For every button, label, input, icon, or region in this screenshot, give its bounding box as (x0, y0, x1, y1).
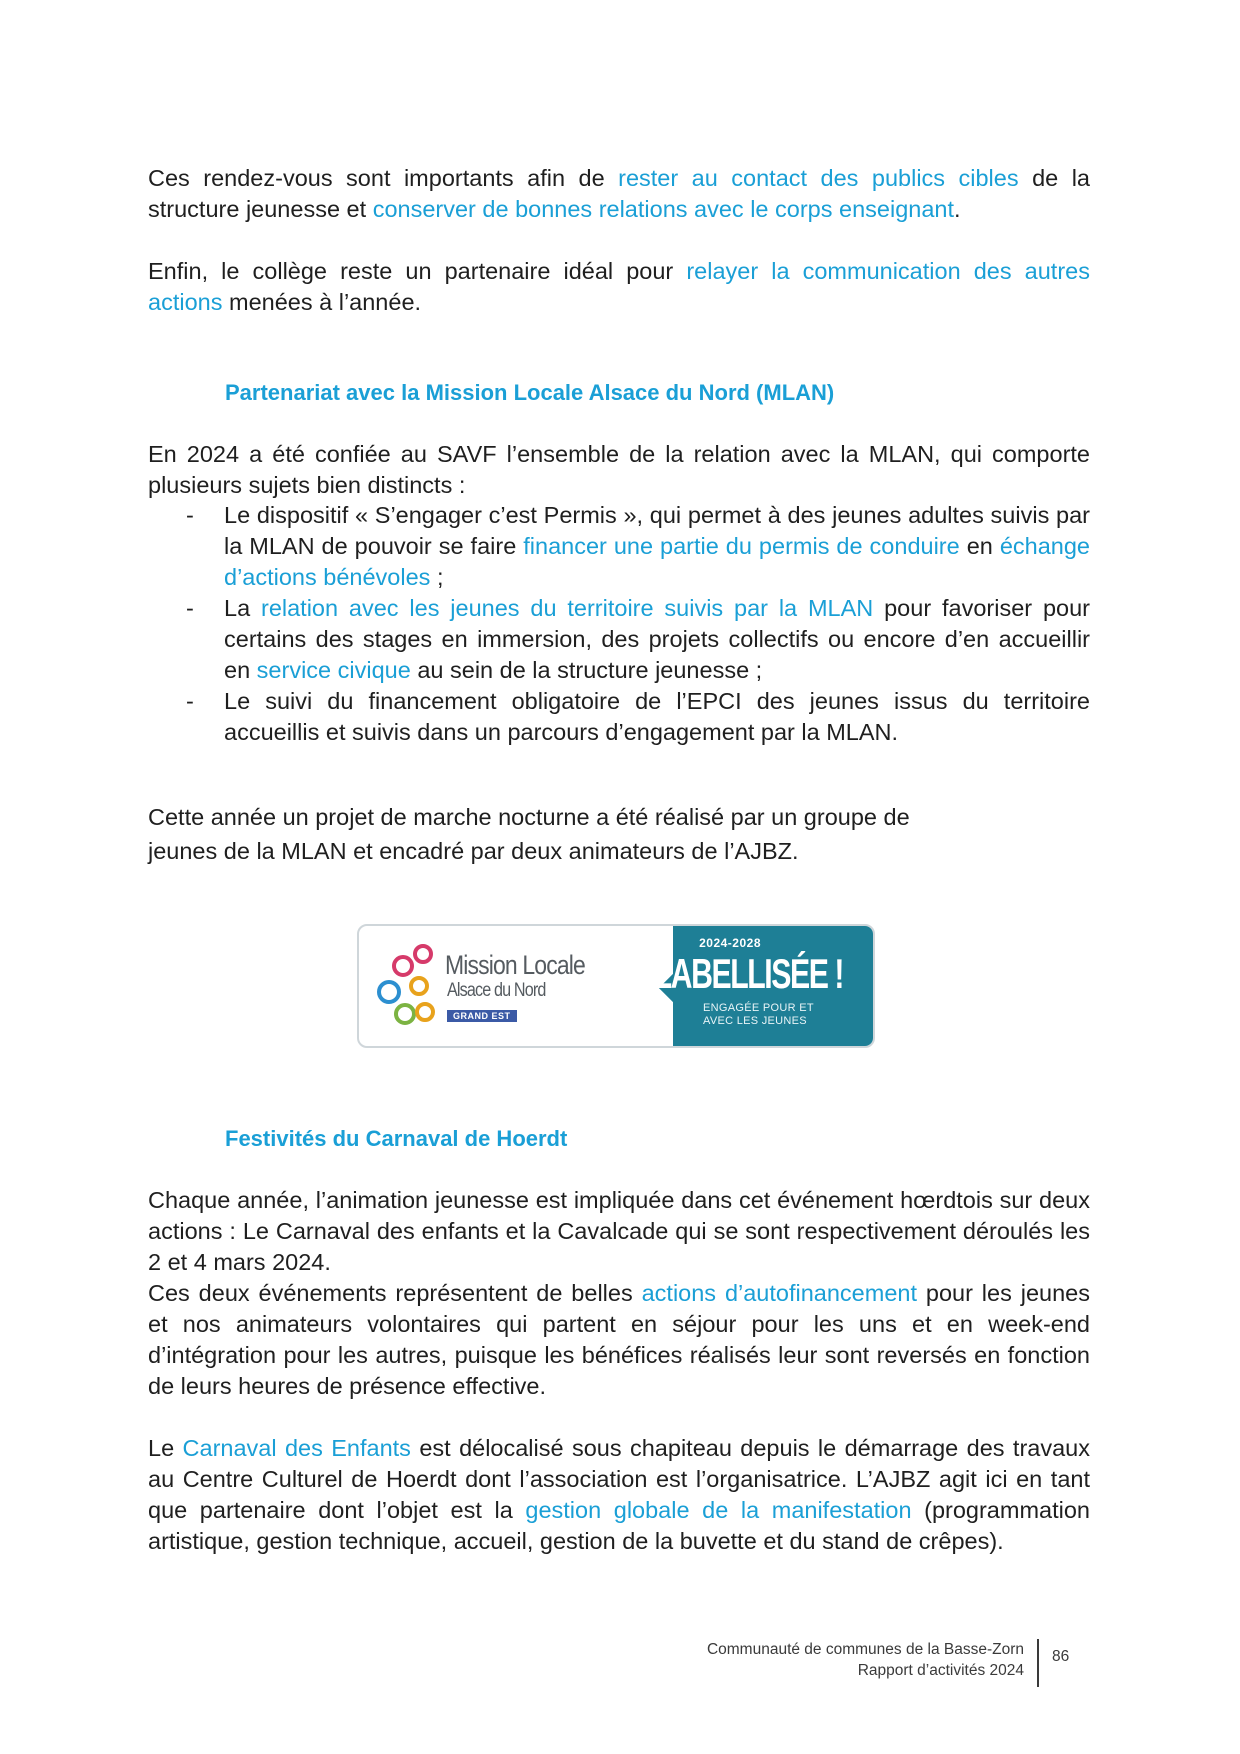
mlan-bullet-list (148, 500, 1090, 748)
mission-locale-logo (357, 924, 875, 1048)
footer-divider (1037, 1639, 1039, 1687)
text: de la structure jeunesse et (148, 165, 1090, 222)
list-item (148, 500, 1090, 593)
page-footer (707, 1639, 1024, 1681)
text: . (954, 196, 961, 222)
text: en (959, 533, 1000, 559)
highlight-text: Carnaval des Enfants (182, 1435, 411, 1461)
intro-paragraph-1 (148, 163, 1090, 225)
mlan-project-paragraph (148, 800, 1090, 868)
highlight-text: service civique (256, 657, 411, 683)
logo-subtitle: Alsace du Nord (447, 980, 546, 1001)
text: est délocalisé sous chapiteau depuis le démarrage des travaux au Centre Culturel de Hoerdt dont l’association est l’organisatrice. L’AJBZ agit ici en tant que partenaire dont l’objet est la (148, 1435, 1090, 1523)
highlight-text: conserver de bonnes relations avec le corps enseignant (372, 196, 955, 222)
text: menées à l’année. (222, 289, 422, 315)
highlight-text: gestion globale de la manifestation (525, 1497, 912, 1523)
bullet-dash: - (186, 688, 194, 714)
text: Cette année un projet de marche nocturne a été réalisé par un groupe de (148, 804, 910, 830)
text: pour favoriser pour certains des stages en immersion, des projets collectifs ou encore d’en accueillir en (224, 595, 1090, 683)
page-number: 86 (1052, 1648, 1070, 1665)
mission-locale-emblem-icon (367, 934, 447, 1044)
text: Le (148, 1435, 183, 1461)
carnaval-paragraph-1: Chaque année, l’animation jeunesse est impliquée dans cet événement hœrdtois sur deux actions : Le Carnaval des enfants et la Cavalcade qui se sont respectivement déroulés les 2 et 4 mars 2024. (148, 1187, 1090, 1275)
text: ; (430, 564, 444, 590)
bullet-dash: - (186, 502, 194, 528)
highlight-text: relayer la communication des autres actions (148, 258, 1090, 315)
text: Enfin, le collège reste un partenaire idéal pour (148, 258, 687, 284)
carnaval-paragraph-3 (148, 1433, 1090, 1557)
logo-region-badge: GRAND EST (447, 1010, 517, 1022)
carnaval-paragraph-2 (148, 1278, 1090, 1402)
text: jeunes de la MLAN et encadré par deux animateurs de l’AJBZ. (148, 838, 799, 864)
highlight-text: échange d’actions bénévoles (224, 533, 1090, 590)
logo-title: Mission Locale (445, 950, 585, 980)
logo-label-text: LABELLISÉE ! (653, 950, 843, 997)
highlight-text: actions d’autofinancement (641, 1280, 917, 1306)
text: Ces rendez-vous sont importants afin de (148, 165, 619, 191)
footer-organization: Communauté de communes de la Basse-Zorn (706, 1641, 1024, 1658)
text: Le suivi du financement obligatoire de l’EPCI des jeunes issus du territoire accueillis et suivis dans un parcours d’engagement par la MLAN. (224, 688, 1090, 745)
list-item (148, 686, 1090, 748)
intro-paragraph-2 (148, 256, 1090, 318)
footer-report-title: Rapport d’activités 2024 (857, 1662, 1024, 1679)
section-heading-mlan: Partenariat avec la Mission Locale Alsace du Nord (MLAN) (225, 380, 835, 405)
logo-label-tagline: ENGAGÉE POUR ET AVEC LES JEUNES (703, 1002, 814, 1027)
highlight-text: relation avec les jeunes du territoire suivis par la MLAN (261, 595, 874, 621)
text: La (224, 595, 261, 621)
text: au sein de la structure jeunesse ; (410, 657, 763, 683)
text: pour les jeunes et nos animateurs volontaires qui partent en séjour pour les uns et en week-end d’intégration pour les autres, puisque les bénéfices réalisés leur sont reversés en fonction de leurs heures de présence effective. (148, 1280, 1090, 1399)
highlight-text: rester au contact des publics cibles (618, 165, 1019, 191)
text: Ces deux événements représentent de belles (148, 1280, 642, 1306)
text: Le dispositif « S’engager c’est Permis », qui permet à des jeunes adultes suivis par la MLAN de pouvoir se faire (224, 502, 1090, 559)
text: (programmation artistique, gestion technique, accueil, gestion de la buvette et du stand de crêpes). (148, 1497, 1090, 1554)
bullet-dash: - (186, 595, 194, 621)
mlan-intro: En 2024 a été confiée au SAVF l’ensemble de la relation avec la MLAN, qui comporte plusieurs sujets bien distincts : (148, 441, 1090, 498)
list-item (148, 593, 1090, 686)
highlight-text: financer une partie du permis de conduire (523, 533, 960, 559)
logo-label-years: 2024-2028 (699, 936, 761, 950)
section-heading-carnaval: Festivités du Carnaval de Hoerdt (225, 1126, 568, 1151)
